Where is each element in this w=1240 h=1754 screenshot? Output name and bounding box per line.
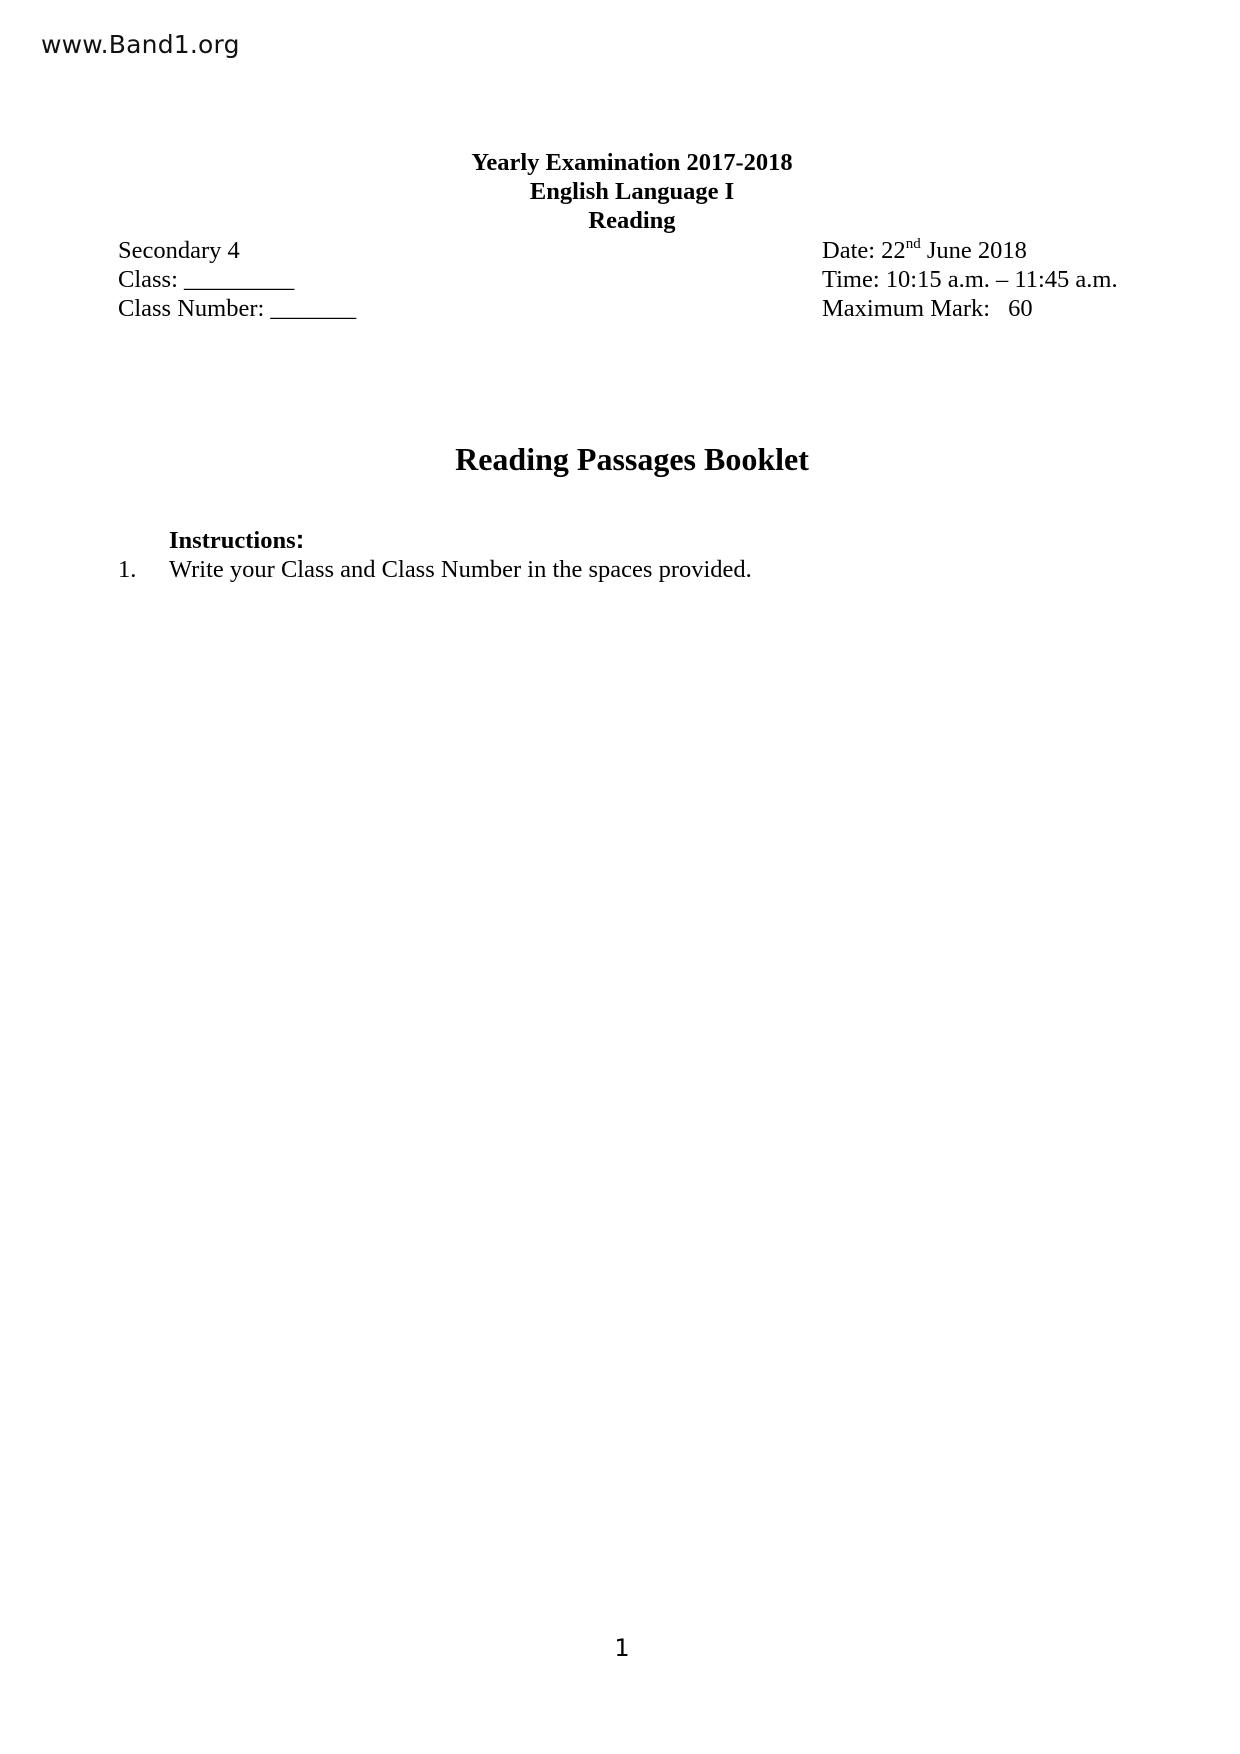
exam-title: Yearly Examination 2017-2018 — [471, 149, 793, 176]
date-prefix: Date: 22 — [822, 237, 906, 264]
date-rest: June 2018 — [920, 237, 1027, 264]
class-number-field: Class Number: _______ — [118, 295, 357, 322]
maximum-mark — [822, 294, 1118, 323]
instruction-item — [118, 555, 752, 584]
level-text: Secondary 4 — [118, 237, 240, 264]
instructions-heading-colon: : — [295, 524, 305, 554]
exam-subject: English Language I — [529, 178, 735, 205]
page-number-text: 1 — [614, 1634, 630, 1662]
booklet-title — [0, 440, 1240, 478]
exam-time: Time: 10:15 a.m. – 11:45 a.m. — [822, 266, 1118, 293]
maximum-mark-value: 60 — [1008, 295, 1033, 322]
exam-paper: Reading — [588, 207, 676, 234]
instruction-text: Write your Class and Class Number in the spaces provided. — [169, 556, 752, 583]
date-ordinal-suffix: nd — [905, 236, 921, 252]
exam-details — [822, 236, 1118, 323]
watermark-url: www.Band1.org — [41, 30, 240, 59]
class-field: Class: _________ — [118, 266, 295, 293]
instructions-heading — [169, 525, 304, 555]
student-info — [118, 236, 356, 323]
maximum-mark-label: Maximum Mark: — [822, 295, 991, 322]
instructions-heading-text: Instructions — [169, 527, 296, 554]
exam-header — [0, 148, 1240, 235]
page-number — [0, 1634, 1240, 1662]
instruction-number: 1. — [118, 556, 137, 583]
exam-date — [822, 236, 1118, 265]
booklet-title-text: Reading Passages Booklet — [455, 441, 809, 477]
